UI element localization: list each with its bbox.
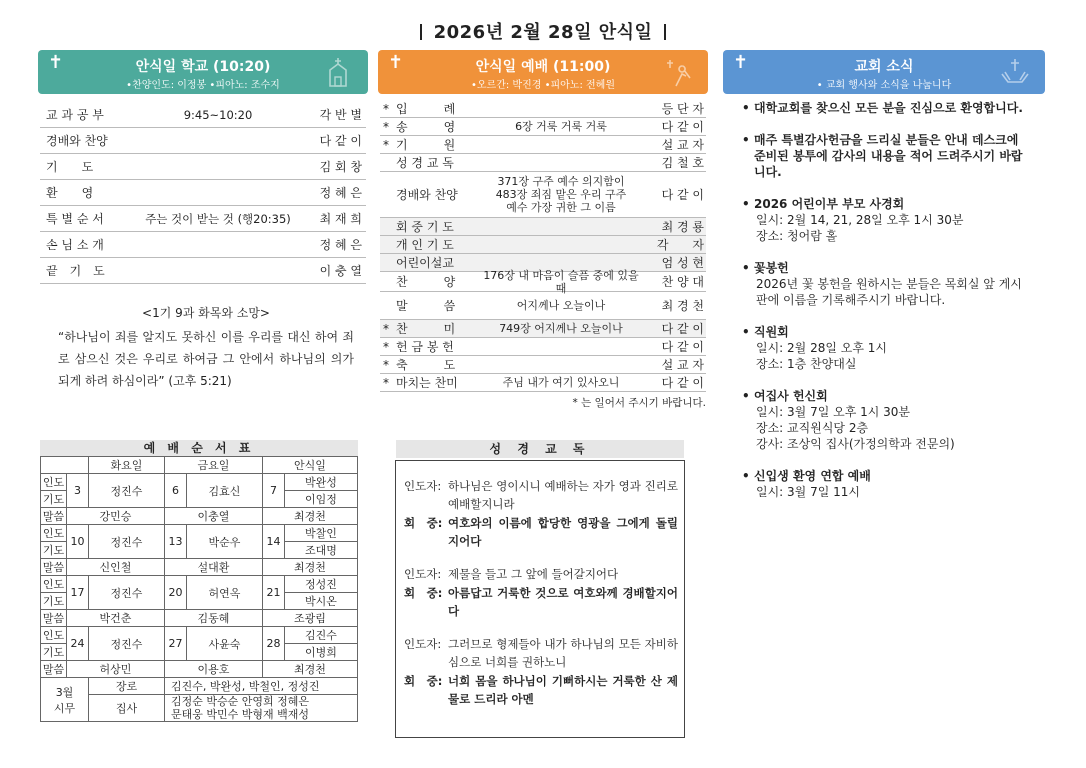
role-label: 말씀 (41, 610, 67, 627)
worship-row (380, 292, 706, 320)
item-name: 기 원 (396, 138, 456, 152)
news-item (740, 324, 1030, 372)
item-name: 특 별 순 서 (46, 212, 104, 226)
item-name: 개 인 기 도 (396, 238, 454, 252)
sabbath-leader: 박찰인 (285, 525, 358, 542)
reading-text: 여호와의 이름에 합당한 영광을 그에게 돌릴지어다 (448, 516, 678, 548)
role-label: 기도 (41, 491, 67, 508)
school-row (40, 180, 366, 206)
item-person: 설 교 자 (661, 138, 704, 152)
news-line: 일시: 2월 14, 21, 28일 오후 1시 30분 (756, 213, 964, 227)
item-detail: 6장 거룩 거룩 거룩 (515, 120, 607, 133)
news-heading: • 꽃봉헌 (740, 260, 1030, 276)
friday-leader: 박순우 (187, 525, 263, 559)
tuesday-leader: 정진수 (89, 627, 165, 661)
role-label: 말씀 (41, 508, 67, 525)
item-detail: 176장 내 마음이 슬픔 중에 있을 때 (483, 268, 639, 295)
worship-row (380, 154, 706, 172)
news-heading: • 신입생 환영 연합 예배 (740, 468, 1030, 484)
date-cell: 3 (67, 474, 89, 508)
role-label: 인도 (41, 474, 67, 491)
item-name: 어린이설교 (396, 256, 454, 270)
stand-mark: * (383, 339, 389, 354)
item-name: 교 과 공 부 (46, 108, 104, 122)
speaker: 회 중: (404, 516, 443, 530)
cross-icon: ✝ (48, 52, 64, 73)
sabbath-sermon: 최경천 (263, 559, 358, 576)
duty-roster (40, 440, 358, 722)
sabbath-prayer: 조대명 (285, 542, 358, 559)
worship-row (380, 172, 706, 218)
speaker: 회 중: (404, 674, 443, 688)
news-subtitle: • 교회 행사와 소식을 나눕니다 (816, 80, 952, 91)
item-name: 경배와 찬양 (396, 188, 458, 202)
leader-line (404, 477, 678, 513)
reading-title: 성 경 교 독 (396, 440, 684, 458)
cross-icon: ✝ (733, 52, 749, 73)
day-header: 금요일 (165, 457, 263, 474)
news-heading: • 직원회 (740, 324, 1030, 340)
tuesday-sermon: 신인철 (67, 559, 165, 576)
stand-mark: * (383, 137, 389, 152)
tuesday-sermon: 박건춘 (67, 610, 165, 627)
stand-mark: * (383, 321, 389, 336)
item-detail: 9:45~10:20 (183, 107, 253, 122)
item-person: 다 같 이 (661, 120, 704, 134)
news-line: 장소: 1층 찬양대실 (756, 357, 857, 371)
elder-label: 장로 (89, 678, 165, 695)
item-person: 정 혜 은 (319, 186, 362, 200)
friday-leader: 사윤숙 (187, 627, 263, 661)
tuesday-leader: 정진수 (89, 474, 165, 508)
item-name: 마치는 찬미 (396, 376, 458, 390)
school-subtitle: •찬양인도: 이정봉 •피아노: 조수지 (126, 80, 280, 91)
worship-row (380, 136, 706, 154)
duty-title: 예 배 순 서 표 (40, 440, 358, 456)
sabbath-leader: 김진수 (285, 627, 358, 644)
item-name: 회 중 기 도 (396, 220, 454, 234)
school-row (40, 128, 366, 154)
worship-row (380, 320, 706, 338)
speaker: 인도자: (404, 567, 442, 581)
item-name: 송 영 (396, 120, 456, 134)
school-row (40, 258, 366, 284)
hands-cross-icon (999, 56, 1031, 88)
item-name: 기 도 (46, 160, 94, 174)
item-person: 찬 양 대 (661, 275, 704, 289)
friday-leader: 김효신 (187, 474, 263, 508)
item-person: 다 같 이 (661, 188, 704, 202)
stand-mark: * (383, 357, 389, 372)
school-header (38, 50, 368, 94)
page-title-text: 2026년 2월 28일 안식일 (433, 22, 653, 43)
friday-sermon: 이용호 (165, 661, 263, 678)
item-person: 최 재 희 (319, 212, 362, 226)
news-line: 일시: 3월 7일 11시 (756, 485, 860, 499)
role-label: 인도 (41, 627, 67, 644)
worship-order (380, 100, 706, 410)
sabbath-prayer: 이병희 (285, 644, 358, 661)
tuesday-sermon: 강민승 (67, 508, 165, 525)
leader-line (404, 635, 678, 671)
news-line: 장소: 교직원식당 2층 (756, 421, 869, 435)
sabbath-sermon: 조광림 (263, 610, 358, 627)
item-detail: 주는 것이 받는 것 (행20:35) (145, 211, 291, 226)
worship-header (378, 50, 708, 94)
item-person: 최 경 룡 (661, 220, 704, 234)
verse-title: <1기 9과 화목와 소망> (142, 306, 270, 320)
date-cell: 28 (263, 627, 285, 661)
item-name: 헌 금 봉 헌 (396, 340, 454, 354)
stand-note: * 는 일어서 주시기 바랍니다. (572, 397, 706, 409)
item-detail: 주님 내가 여기 있사오니 (502, 376, 620, 389)
item-name: 손 님 소 개 (46, 238, 104, 252)
item-person: 김 회 창 (319, 160, 362, 174)
worship-row (380, 374, 706, 392)
role-label: 기도 (41, 644, 67, 661)
month-label: 3월 시무 (41, 678, 89, 722)
day-header: 안식일 (263, 457, 358, 474)
item-name: 축 도 (396, 358, 456, 372)
item-person: 최 경 천 (661, 299, 704, 313)
memory-verse (58, 302, 354, 392)
role-label: 기도 (41, 542, 67, 559)
news-item (740, 468, 1030, 500)
role-label: 인도 (41, 525, 67, 542)
tuesday-sermon: 허상민 (67, 661, 165, 678)
date-cell: 24 (67, 627, 89, 661)
church-news (740, 100, 1030, 516)
item-name: 성 경 교 독 (396, 156, 454, 170)
speaker: 회 중: (404, 586, 443, 600)
news-header (723, 50, 1045, 94)
date-cell: 14 (263, 525, 285, 559)
role-label: 말씀 (41, 661, 67, 678)
school-row (40, 232, 366, 258)
congregation-line (404, 584, 678, 620)
sabbath-leader: 박완성 (285, 474, 358, 491)
stand-mark: * (383, 119, 389, 134)
item-person: 다 같 이 (319, 134, 362, 148)
news-line: 강사: 조상익 집사(가정의학과 전문의) (756, 437, 955, 451)
news-line: 2026년 꽃 봉헌을 원하시는 분들은 목회실 앞 게시판에 이름을 기록해주시기 바랍니다. (756, 277, 1022, 307)
item-person: 다 같 이 (661, 340, 704, 354)
news-item (740, 132, 1030, 180)
deacon-label: 집사 (89, 695, 165, 722)
news-line: 일시: 3월 7일 오후 1시 30분 (756, 405, 911, 419)
duty-table (40, 456, 358, 722)
reading-text: 아름답고 거룩한 것으로 여호와께 경배할지어다 (448, 586, 678, 618)
item-name: 찬 미 (396, 322, 456, 336)
school-row (40, 206, 366, 232)
worship-row (380, 268, 706, 295)
item-name: 찬 양 (396, 275, 456, 289)
date-cell: 6 (165, 474, 187, 508)
news-heading: • 매주 특별감사헌금을 드리실 분들은 안내 데스크에 준비된 봉투에 감사의 내용을 적어 드려주시기 바랍니다. (740, 132, 1030, 180)
item-person: 각 반 별 (319, 108, 362, 122)
sabbath-prayer: 이임정 (285, 491, 358, 508)
reading-text: 그러므로 형제들아 내가 하나님의 모든 자비하심으로 너희를 권하노니 (448, 637, 678, 669)
news-item (740, 100, 1030, 116)
role-label: 기도 (41, 593, 67, 610)
item-detail: 371장 구주 예수 의지함이 483장 죄짐 맡은 우리 구주 예수 가장 귀한 그 이름 (495, 175, 627, 214)
worship-row (380, 100, 706, 118)
praying-icon (662, 56, 694, 88)
deacon-list: 김정순 박승순 안영희 정혜은 문태웅 박민수 박형재 백재성 (165, 695, 358, 722)
item-name: 끝 기 도 (46, 264, 105, 278)
friday-leader: 허연옥 (187, 576, 263, 610)
news-heading: • 2026 어린이부 부모 사경회 (740, 196, 1030, 212)
congregation-line (404, 672, 678, 708)
item-name: 환 영 (46, 186, 94, 200)
sabbath-sermon: 최경천 (263, 508, 358, 525)
sabbath-leader: 정성진 (285, 576, 358, 593)
role-label: 말씀 (41, 559, 67, 576)
worship-row (380, 338, 706, 356)
responsive-reading (395, 460, 685, 738)
date-cell: 10 (67, 525, 89, 559)
school-row (40, 154, 366, 180)
spacer (404, 621, 678, 635)
role-label: 인도 (41, 576, 67, 593)
item-name: 경배와 찬양 (46, 134, 108, 148)
date-cell: 13 (165, 525, 187, 559)
friday-sermon: 김동혜 (165, 610, 263, 627)
corner-cell (41, 457, 89, 474)
reading-text: 너희 몸을 하나님이 기뻐하시는 거룩한 산 제물로 드리라 아멘 (448, 674, 678, 706)
school-order (40, 102, 366, 284)
item-person: 등 단 자 (661, 102, 704, 116)
congregation-line (404, 514, 678, 550)
date-cell: 17 (67, 576, 89, 610)
worship-title: 안식일 예배 (11:00) (475, 59, 611, 75)
worship-row (380, 356, 706, 374)
page-title (0, 18, 1086, 44)
tuesday-leader: 정진수 (89, 525, 165, 559)
date-cell: 20 (165, 576, 187, 610)
item-person: 다 같 이 (661, 376, 704, 390)
date-cell: 21 (263, 576, 285, 610)
news-heading: • 여집사 헌신회 (740, 388, 1030, 404)
item-person: 각 자 (656, 238, 704, 252)
news-line: 장소: 청어람 홀 (756, 229, 838, 243)
stand-mark: * (383, 101, 389, 116)
elder-list: 김진수, 박완성, 박철인, 정성진 (165, 678, 358, 695)
item-detail: 749장 어지께나 오늘이나 (499, 322, 623, 335)
reading-text: 하나님은 영이시니 예배하는 자가 영과 진리로 예배할지니라 (448, 479, 678, 511)
worship-row (380, 118, 706, 136)
item-person: 엄 성 현 (661, 256, 704, 270)
speaker: 인도자: (404, 637, 442, 651)
worship-row (380, 218, 706, 236)
sabbath-prayer: 박시온 (285, 593, 358, 610)
spacer (404, 551, 678, 565)
leader-line (404, 565, 678, 583)
item-person: 다 같 이 (661, 322, 704, 336)
friday-sermon: 설대환 (165, 559, 263, 576)
item-person: 김 철 호 (661, 156, 704, 170)
sabbath-sermon: 최경천 (263, 661, 358, 678)
news-line: 일시: 2월 28일 오후 1시 (756, 341, 887, 355)
worship-row (380, 236, 706, 254)
item-person: 정 혜 은 (319, 238, 362, 252)
worship-subtitle: •오르간: 박진경 •피아노: 전혜원 (471, 80, 615, 91)
friday-sermon: 이충열 (165, 508, 263, 525)
item-person: 설 교 자 (661, 358, 704, 372)
speaker: 인도자: (404, 479, 442, 493)
date-cell: 7 (263, 474, 285, 508)
item-detail: 어지께나 오늘이나 (516, 299, 606, 312)
news-heading: • 대학교회를 찾으신 모든 분을 진심으로 환영합니다. (740, 100, 1030, 116)
item-name: 입 례 (396, 102, 456, 116)
reading-text: 제물을 들고 그 앞에 들어갈지어다 (448, 567, 619, 581)
cross-icon: ✝ (388, 52, 404, 73)
news-item (740, 388, 1030, 452)
tuesday-leader: 정진수 (89, 576, 165, 610)
church-icon (322, 56, 354, 88)
verse-body: “하나님이 죄를 알지도 못하신 이를 우리를 대신 하여 죄로 삼으신 것은 우리로 하여금 그 안에서 하나님의 의가 되게 하려 하심이라” (고후 5:21) (58, 330, 354, 388)
news-item (740, 260, 1030, 308)
date-cell: 27 (165, 627, 187, 661)
stand-mark: * (383, 375, 389, 390)
news-item (740, 196, 1030, 244)
school-row (40, 102, 366, 128)
news-title: 교회 소식 (854, 59, 914, 75)
school-title: 안식일 학교 (10:20) (135, 59, 271, 75)
item-name: 말 씀 (396, 299, 456, 313)
item-person: 이 충 열 (319, 264, 362, 278)
day-header: 화요일 (89, 457, 165, 474)
